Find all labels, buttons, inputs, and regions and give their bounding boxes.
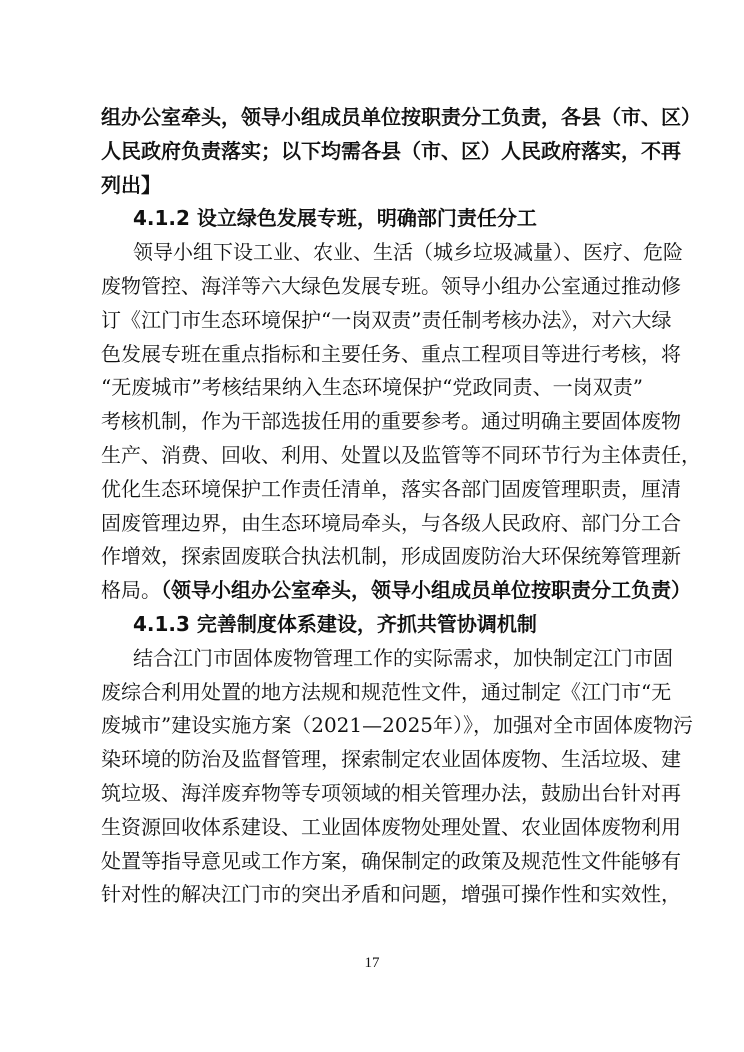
- paragraph-line: [101, 574, 691, 608]
- document-page: [101, 101, 701, 912]
- paragraph-line: 废城市”建设实施方案（2021—2025年）》，加强对全市固体废物污: [101, 713, 694, 738]
- paragraph-end-text: 格局。: [101, 578, 161, 603]
- paragraph-line: 处置等指导意见或工作方案，确保制定的政策及规范性文件能够有: [101, 848, 681, 873]
- paragraph-line: 生产、消费、回收、利用、处置以及监管等不同环节行为主体责任，: [101, 442, 701, 467]
- paragraph-line: 固废管理边界，由生态环境局牵头，与各级人民政府、部门分工合: [101, 510, 681, 535]
- paragraph-4-1-2: [101, 236, 701, 608]
- section-heading-4-1-2: 4.1.2 设立绿色发展专班，明确部门责任分工: [133, 206, 537, 231]
- paragraph-line: 废物管控、海洋等六大绿色发展专班。领导小组办公室通过推动修: [101, 273, 681, 298]
- paragraph-line: 染环境的防治及监督管理，探索制定农业固体废物、生活垃圾、建: [101, 747, 681, 772]
- paragraph-line: 作增效，探索固废联合执法机制，形成固废防治大环保统筹管理新: [101, 544, 681, 569]
- intro-line: 人民政府负责落实；以下均需各县（市、区）人民政府落实，不再: [101, 138, 681, 163]
- page-number: 17: [364, 955, 380, 971]
- paragraph-line: “无废城市”考核结果纳入生态环境保护“党政同责、一岗双责”: [101, 375, 643, 400]
- paragraph-line: 考核机制，作为干部选拔任用的重要参考。通过明确主要固体废物: [101, 409, 681, 434]
- paragraph-line: 废综合利用处置的地方法规和规范性文件，通过制定《江门市“无: [101, 679, 672, 704]
- paragraph-line: 订《江门市生态环境保护“一岗双责”责任制考核办法》，对六大绿: [101, 307, 672, 332]
- intro-line: 列出】: [101, 172, 161, 197]
- paragraph-line: 生资源回收体系建设、工业固体废物处理处置、农业固体废物利用: [101, 814, 681, 839]
- paragraph-line: 针对性的解决江门市的突出矛盾和问题，增强可操作性和实效性，: [101, 882, 681, 907]
- paragraph-line: 优化生态环境保护工作责任清单，落实各部门固废管理职责，厘清: [101, 476, 681, 501]
- paragraph-line: 色发展专班在重点指标和主要任务、重点工程项目等进行考核，将: [101, 341, 681, 366]
- section-heading-4-1-3: 4.1.3 完善制度体系建设，齐抓共管协调机制: [133, 611, 537, 636]
- responsibility-note: （领导小组办公室牵头，领导小组成员单位按职责分工负责）: [161, 578, 691, 603]
- intro-line: 组办公室牵头，领导小组成员单位按职责分工负责，各县（市、区）: [101, 105, 701, 129]
- paragraph-line: 筑垃圾、海洋废弃物等专项领域的相关管理办法，鼓励出台针对再: [101, 780, 681, 805]
- paragraph-line: 结合江门市固体废物管理工作的实际需求，加快制定江门市固: [133, 645, 673, 670]
- paragraph-line: 领导小组下设工业、农业、生活（城乡垃圾减量）、医疗、危险: [133, 240, 683, 265]
- paragraph-4-1-3: [101, 642, 694, 912]
